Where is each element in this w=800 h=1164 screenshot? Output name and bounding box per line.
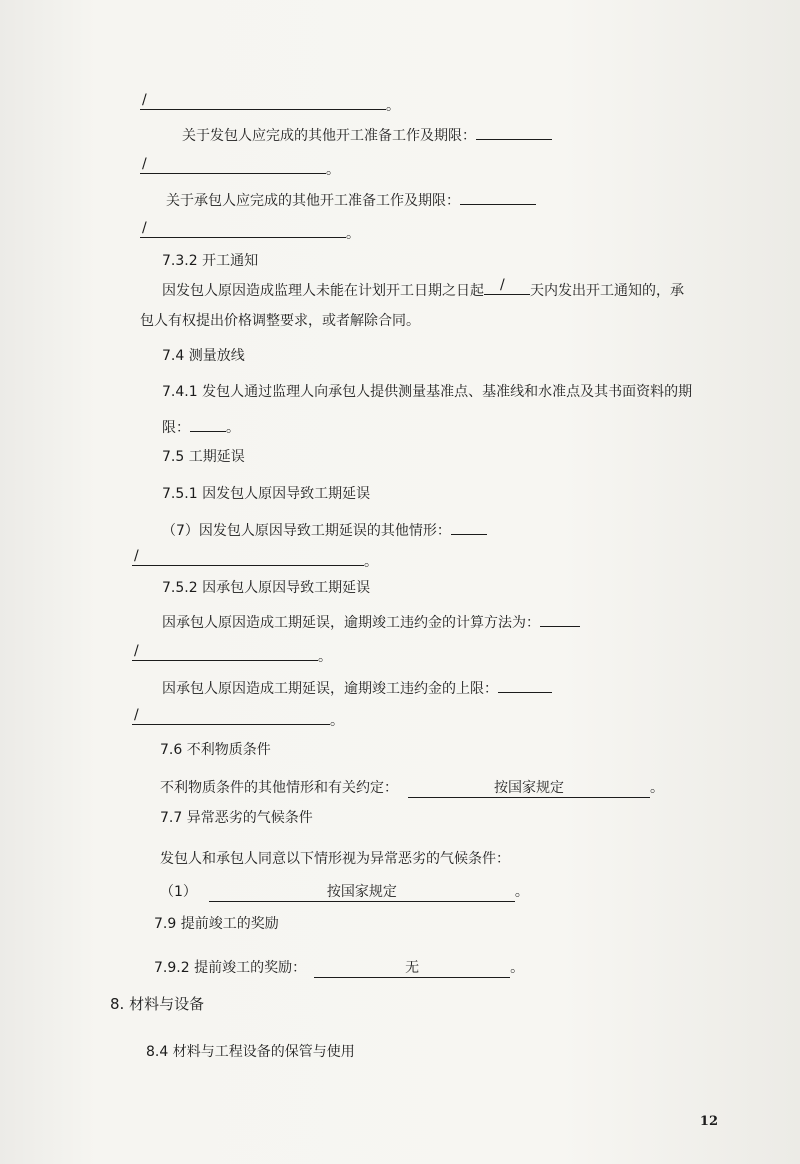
section-7-5-1-title: 7.5.1 因发包人原因导致工期延误 xyxy=(162,486,371,502)
section-7-3-2-para xyxy=(162,277,684,301)
item-number: （1） xyxy=(160,884,197,900)
blank-line-2 xyxy=(140,156,340,180)
clause-text: 关于发包人应完成的其他开工准备工作及期限： xyxy=(182,128,476,144)
period: 。 xyxy=(364,554,378,570)
section-7-5-title: 7.5 工期延误 xyxy=(162,449,245,465)
blank-field xyxy=(140,220,346,238)
section-7-5-2-title: 7.5.2 因承包人原因导致工期延误 xyxy=(162,580,371,596)
section-7-7-item-1 xyxy=(160,882,529,902)
section-7-4-1-para-cont xyxy=(162,414,240,438)
slash-mark: / xyxy=(134,643,139,659)
filled-field: 无 xyxy=(314,959,510,978)
blank-field xyxy=(498,675,552,693)
blank-field xyxy=(140,92,386,110)
period: 。 xyxy=(650,780,664,796)
period: 。 xyxy=(386,98,400,114)
section-7-5-1-item-7 xyxy=(162,517,487,541)
blank-field xyxy=(140,156,326,174)
period: 。 xyxy=(226,420,240,436)
employer-prep-clause xyxy=(182,122,552,146)
period: 。 xyxy=(514,884,529,900)
period: 。 xyxy=(318,649,332,665)
section-7-9-title: 7.9 提前竣工的奖励 xyxy=(154,916,279,932)
period: 。 xyxy=(326,162,340,178)
blank-field xyxy=(451,517,487,535)
section-7-7-title: 7.7 异常恶劣的气候条件 xyxy=(160,810,313,826)
period: 。 xyxy=(346,226,360,242)
blank-field xyxy=(476,122,552,140)
slash-mark: / xyxy=(500,277,505,293)
clause-text: 因发包人原因造成监理人未能在计划开工日期之日起 xyxy=(162,283,484,299)
filled-field: 按国家规定 xyxy=(408,779,650,798)
blank-field xyxy=(132,707,330,725)
blank-line-5 xyxy=(132,643,332,667)
blank-line-3 xyxy=(140,220,360,244)
blank-line-4 xyxy=(132,548,378,572)
section-7-5-2-para-2 xyxy=(162,675,552,699)
clause-text: 因承包人原因造成工期延误，逾期竣工违约金的计算方法为： xyxy=(162,615,540,631)
blank-field xyxy=(540,609,580,627)
clause-text: 限： xyxy=(162,420,190,436)
section-7-3-2-para-cont: 包人有权提出价格调整要求，或者解除合同。 xyxy=(140,313,420,329)
section-7-4-1-para: 7.4.1 发包人通过监理人向承包人提供测量基准点、基准线和水准点及其书面资料的期 xyxy=(162,384,693,400)
section-7-3-2-title: 7.3.2 开工通知 xyxy=(162,253,259,269)
section-7-5-2-para-1 xyxy=(162,609,580,633)
slash-mark: / xyxy=(142,92,147,108)
section-7-4-title: 7.4 测量放线 xyxy=(162,348,245,364)
section-7-9-2-para xyxy=(154,958,524,978)
section-8-title: 8. 材料与设备 xyxy=(110,995,205,1013)
period: 。 xyxy=(510,960,525,976)
slash-mark: / xyxy=(142,220,147,236)
section-7-6-para xyxy=(160,778,664,798)
blank-line-6 xyxy=(132,707,344,731)
clause-text: 7.9.2 提前竣工的奖励： xyxy=(154,960,307,976)
blank-line-1 xyxy=(140,92,400,116)
clause-text: 因承包人原因造成工期延误，逾期竣工违约金的上限： xyxy=(162,681,498,697)
blank-field xyxy=(132,548,364,566)
blank-field xyxy=(484,277,530,295)
clause-text: （7）因发包人原因导致工期延误的其他情形： xyxy=(162,523,451,539)
blank-field xyxy=(190,414,226,432)
section-8-4-title: 8.4 材料与工程设备的保管与使用 xyxy=(146,1044,355,1060)
blank-field xyxy=(460,187,536,205)
clause-text: 关于承包人应完成的其他开工准备工作及期限： xyxy=(166,193,460,209)
period: 。 xyxy=(330,713,344,729)
clause-text: 天内发出开工通知的，承 xyxy=(530,283,684,299)
page-number: 12 xyxy=(699,1114,718,1129)
clause-text: 不利物质条件的其他情形和有关约定： xyxy=(160,780,398,796)
contractor-prep-clause xyxy=(166,187,536,211)
slash-mark: / xyxy=(142,156,147,172)
section-7-6-title: 7.6 不利物质条件 xyxy=(160,742,271,758)
blank-field xyxy=(132,643,318,661)
section-7-7-para: 发包人和承包人同意以下情形视为异常恶劣的气候条件： xyxy=(160,851,510,867)
slash-mark: / xyxy=(134,548,139,564)
filled-field: 按国家规定 xyxy=(209,883,515,902)
slash-mark: / xyxy=(134,707,139,723)
